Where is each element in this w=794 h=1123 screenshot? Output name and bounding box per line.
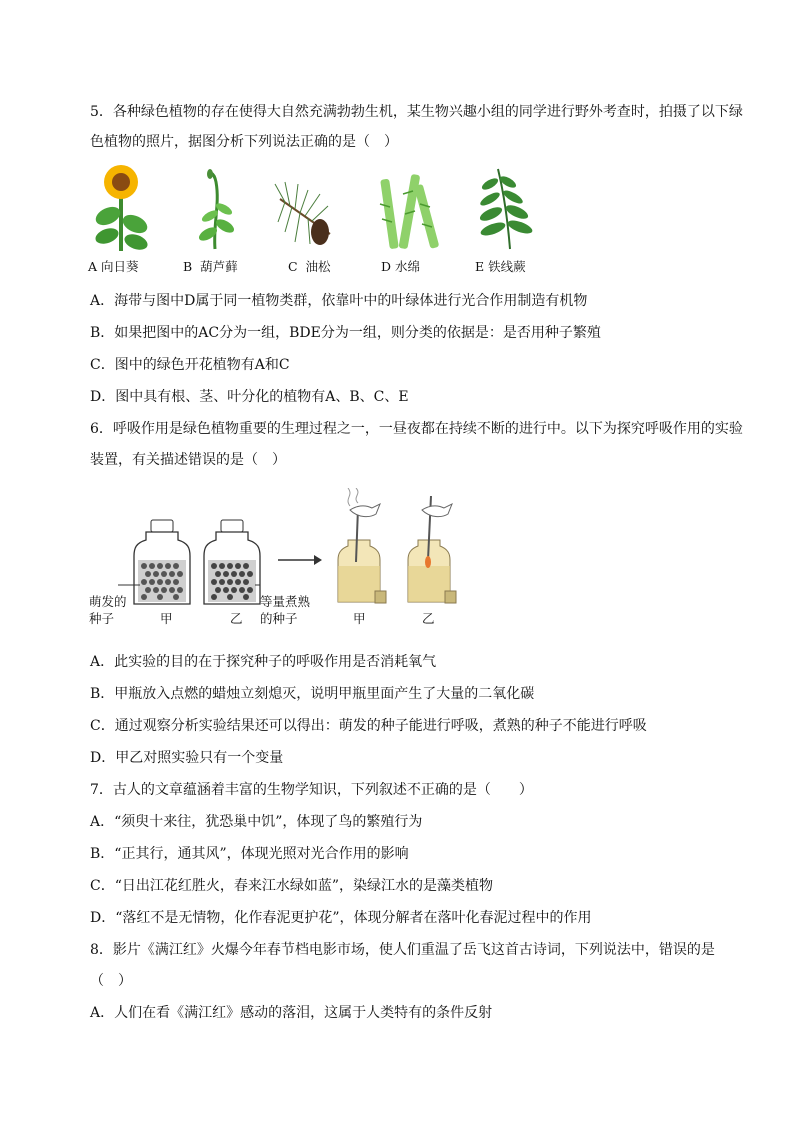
jar-candle-burning [408, 496, 456, 603]
q7-option-c: C．“日出江花红胜火，春来江水绿如蓝”，染绿江水的是藻类植物 [90, 878, 494, 894]
label-jar-yi-2: 乙 [422, 611, 435, 626]
q6-option-d: D．甲乙对照实验只有一个变量 [90, 750, 284, 766]
q6-option-a: A．此实验的目的在于探究种子的呼吸作用是否消耗氧气 [90, 654, 437, 670]
plant-label-b: B 葫芦藓 [183, 259, 238, 274]
q6-option-b: B．甲瓶放入点燃的蜡烛立刻熄灭，说明甲瓶里面产生了大量的二氧化碳 [90, 686, 535, 702]
q6-experiment-figure [88, 488, 468, 608]
pine-image [275, 182, 330, 245]
q7-stem: 7．古人的文章蕴涵着丰富的生物学知识，下列叙述不正确的是（ ） [90, 782, 533, 798]
q7-option-d: D．“落红不是无情物，化作春泥更护花”，体现分解者在落叶化春泥过程中的作用 [90, 910, 592, 926]
plant-label-e: E 铁线蕨 [475, 259, 526, 274]
label-boiled-seeds-1: 等量煮熟 [260, 594, 311, 609]
jar-boiled-seeds [204, 520, 260, 604]
label-germinating-seeds-2: 种子 [89, 611, 115, 626]
q6-stem-line-2: 装置，有关描述错误的是（ ） [90, 452, 286, 468]
q7-option-b: B．“正其行，通其风”，体现光照对光合作用的影响 [90, 846, 409, 862]
q8-stem-line-1: 8．影片《满江红》火爆今年春节档电影市场，使人们重温了岳飞这首古诗词，下列说法中，错误的是 [90, 942, 715, 958]
q5-plants-figure [80, 164, 550, 259]
jar-germinating-seeds [134, 520, 190, 604]
sunflower-image [93, 165, 150, 253]
q8-stem-line-2: （ ） [90, 973, 132, 989]
q8-option-a: A．人们在看《满江红》感动的落泪，这属于人类特有的条件反射 [90, 1005, 493, 1021]
arrow-icon [278, 555, 322, 565]
moss-image [197, 169, 236, 249]
label-jar-jia-2: 甲 [353, 611, 366, 626]
label-germinating-seeds-1: 萌发的 [89, 594, 127, 609]
q5-option-a: A．海带与图中D属于同一植物类群，依靠叶中的叶绿体进行光合作用制造有机物 [90, 293, 588, 309]
jar-candle-extinguished [338, 488, 386, 603]
plant-label-c: C 油松 [288, 259, 331, 274]
label-jar-jia: 甲 [160, 611, 173, 626]
fern-image [478, 169, 534, 249]
q7-option-a: A．“须臾十来往，犹恐巢中饥”，体现了鸟的繁殖行为 [90, 814, 423, 830]
q5-stem-line-1: 5．各种绿色植物的存在使得大自然充满勃勃生机，某生物兴趣小组的同学进行野外考查时，拍摄了以下绿 [90, 104, 743, 120]
spirogyra-image [380, 174, 439, 249]
q5-option-b: B．如果把图中的AC分为一组，BDE分为一组，则分类的依据是：是否用种子繁殖 [90, 325, 601, 341]
plant-label-a: A 向日葵 [88, 259, 139, 274]
q5-option-d: D．图中具有根、茎、叶分化的植物有A、B、C、E [90, 389, 409, 405]
q5-stem-line-2: 色植物的照片，据图分析下列说法正确的是（ ） [90, 134, 398, 150]
q6-stem-line-1: 6．呼吸作用是绿色植物重要的生理过程之一，一昼夜都在持续不断的进行中。以下为探究呼吸作用的实验 [90, 421, 743, 437]
label-jar-yi: 乙 [230, 611, 243, 626]
q5-option-c: C．图中的绿色开花植物有A和C [90, 357, 290, 373]
plant-label-d: D 水绵 [381, 259, 421, 274]
label-boiled-seeds-2: 的种子 [260, 611, 298, 626]
q6-option-c: C．通过观察分析实验结果还可以得出：萌发的种子能进行呼吸，煮熟的种子不能进行呼吸 [90, 718, 647, 734]
